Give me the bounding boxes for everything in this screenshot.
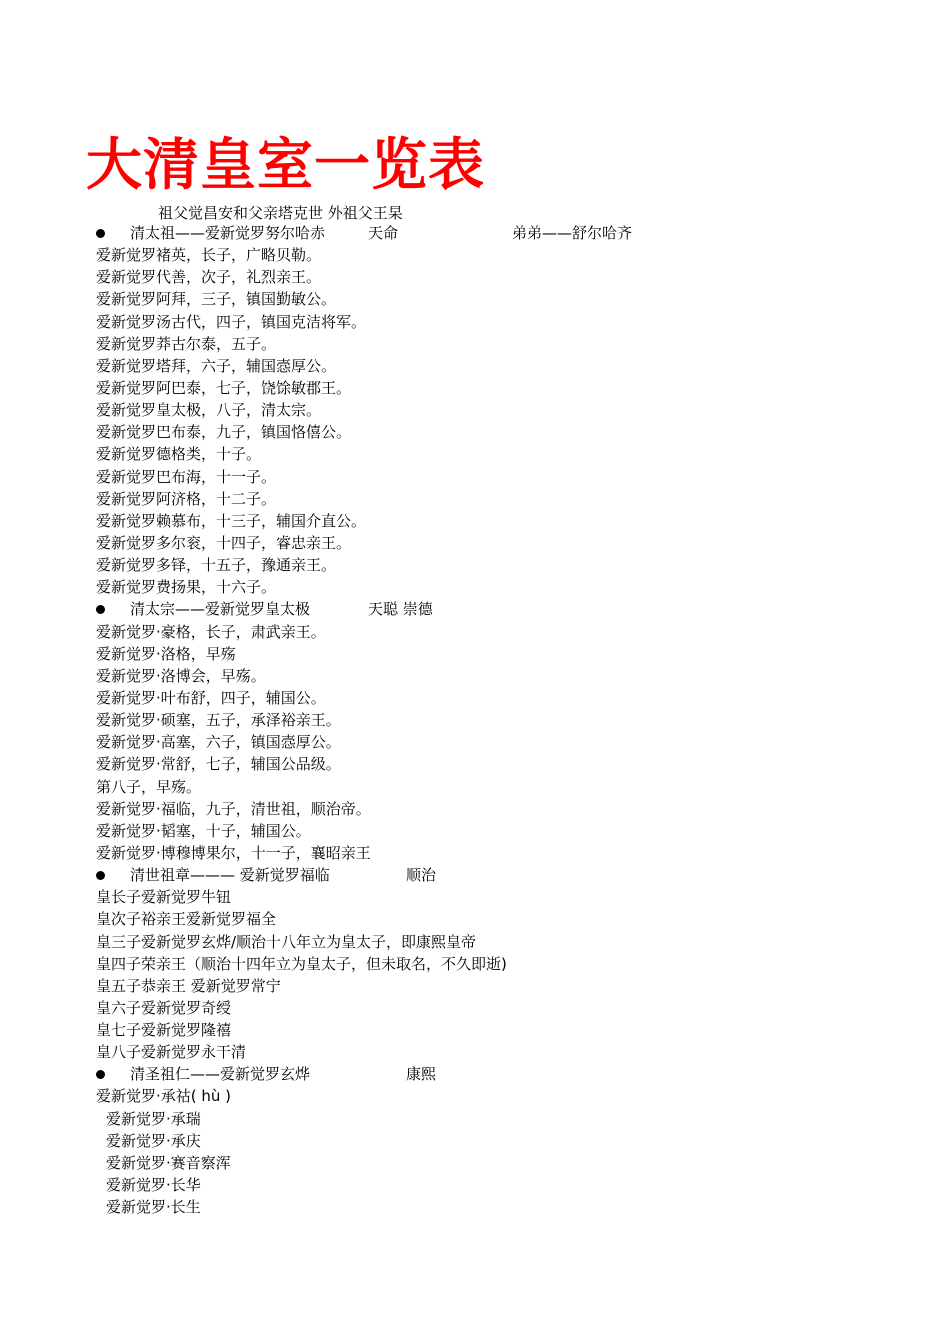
list-item: 爱新觉罗阿济格，十二子。 [96,489,277,508]
list-item: 爱新觉罗·赛音察浑 [106,1153,231,1172]
emperor-name: 清世祖章——— 爱新觉罗福临 [130,866,330,885]
era-name: 康熙 [406,1065,437,1084]
ancestry-note: 祖父觉昌安和父亲塔克世 外祖父王杲 [158,204,403,222]
bullet-icon [96,1070,105,1079]
list-item: 爱新觉罗·常舒，七子，辅国公品级。 [96,755,341,774]
list-item: 爱新觉罗·洛格，早殇 [96,644,236,663]
list-item: 爱新觉罗·豪格，长子，肃武亲王。 [96,622,326,641]
list-item: 爱新觉罗代善，次子，礼烈亲王。 [96,268,322,287]
list-item: 爱新觉罗皇太极，八子，清太宗。 [96,401,322,420]
list-item: 皇四子荣亲王（顺治十四年立为皇太子，但未取名，不久即逝) [96,954,507,973]
list-item: 皇六子爱新觉罗奇绶 [96,998,232,1017]
list-item: 爱新觉罗·洛博会，早殇。 [96,666,266,685]
list-item: 爱新觉罗汤古代，四子，镇国克洁将军。 [96,312,367,331]
list-item: 爱新觉罗莽古尔泰，五子。 [96,334,277,353]
section-heading-taizu [96,222,633,244]
list-item: 皇七子爱新觉罗隆禧 [96,1021,232,1040]
list-item: 爱新觉罗·高塞，六子，镇国悫厚公。 [96,733,341,752]
list-item: 皇八子爱新觉罗永干清 [96,1043,247,1062]
list-item: 爱新觉罗巴布泰，九子，镇国恪僖公。 [96,423,352,442]
emperor-name: 清圣祖仁——爱新觉罗玄烨 [130,1065,311,1084]
list-item: 爱新觉罗·叶布舒，四子，辅国公。 [96,688,326,707]
list-item: 爱新觉罗·硕塞，五子，承泽裕亲王。 [96,711,341,730]
bullet-icon [96,229,105,238]
emperor-name: 清太宗——爱新觉罗皇太极 [130,600,311,619]
emperor-name: 清太祖——爱新觉罗努尔哈赤 [130,224,326,242]
page-title: 大清皇室一览表 [86,133,485,198]
list-item: 爱新觉罗·长生 [106,1198,201,1217]
genealogy-list [96,222,633,1218]
list-item: 爱新觉罗·承祜( hù ) [96,1087,232,1106]
list-item: 爱新觉罗巴布海，十一子。 [96,467,277,486]
section-heading-taizong [96,598,507,620]
era-name: 顺治 [406,866,437,885]
list-item: 皇三子爱新觉罗玄烨/顺治十八年立为皇太子，即康熙皇帝 [96,932,477,951]
list-item: 爱新觉罗·长华 [106,1176,201,1195]
list-item: 爱新觉罗多铎，十五子，豫通亲王。 [96,556,337,575]
list-item: 爱新觉罗·博穆博果尔，十一子，襄昭亲王 [96,843,371,862]
bullet-icon [96,605,105,614]
bullet-icon [96,871,105,880]
section-heading-shengzu [96,1063,507,1085]
list-item: 爱新觉罗·承庆 [106,1131,201,1150]
list-item: 爱新觉罗·承瑞 [106,1109,201,1128]
list-item: 皇长子爱新觉罗牛钮 [96,888,232,907]
list-item: 爱新觉罗·福临，九子，清世祖，顺治帝。 [96,799,371,818]
list-item: 爱新觉罗德格类，十子。 [96,445,262,464]
list-item: 皇五子恭亲王 爱新觉罗常宁 [96,976,281,995]
era-name: 天命 [368,224,399,242]
list-item: 爱新觉罗阿巴泰，七子，饶馀敏郡王。 [96,378,352,397]
list-item: 爱新觉罗褚英，长子，广略贝勒。 [96,246,322,265]
section-heading-shizu [96,864,507,886]
list-item: 爱新觉罗费扬果，十六子。 [96,578,277,597]
list-item: 爱新觉罗塔拜，六子，辅国悫厚公。 [96,356,337,375]
list-item: 爱新觉罗多尔衮，十四子，睿忠亲王。 [96,533,352,552]
brother-note: 弟弟——舒尔哈齐 [512,224,633,242]
list-item: 爱新觉罗·韬塞，十子，辅国公。 [96,821,311,840]
era-name: 天聪 崇德 [368,600,433,619]
list-item: 皇次子裕亲王爱新觉罗福全 [96,910,277,929]
list-item: 爱新觉罗赖慕布，十三子，辅国介直公。 [96,511,367,530]
list-item: 爱新觉罗阿拜，三子，镇国勤敏公。 [96,290,337,309]
list-item: 第八子，早殇。 [96,777,202,796]
